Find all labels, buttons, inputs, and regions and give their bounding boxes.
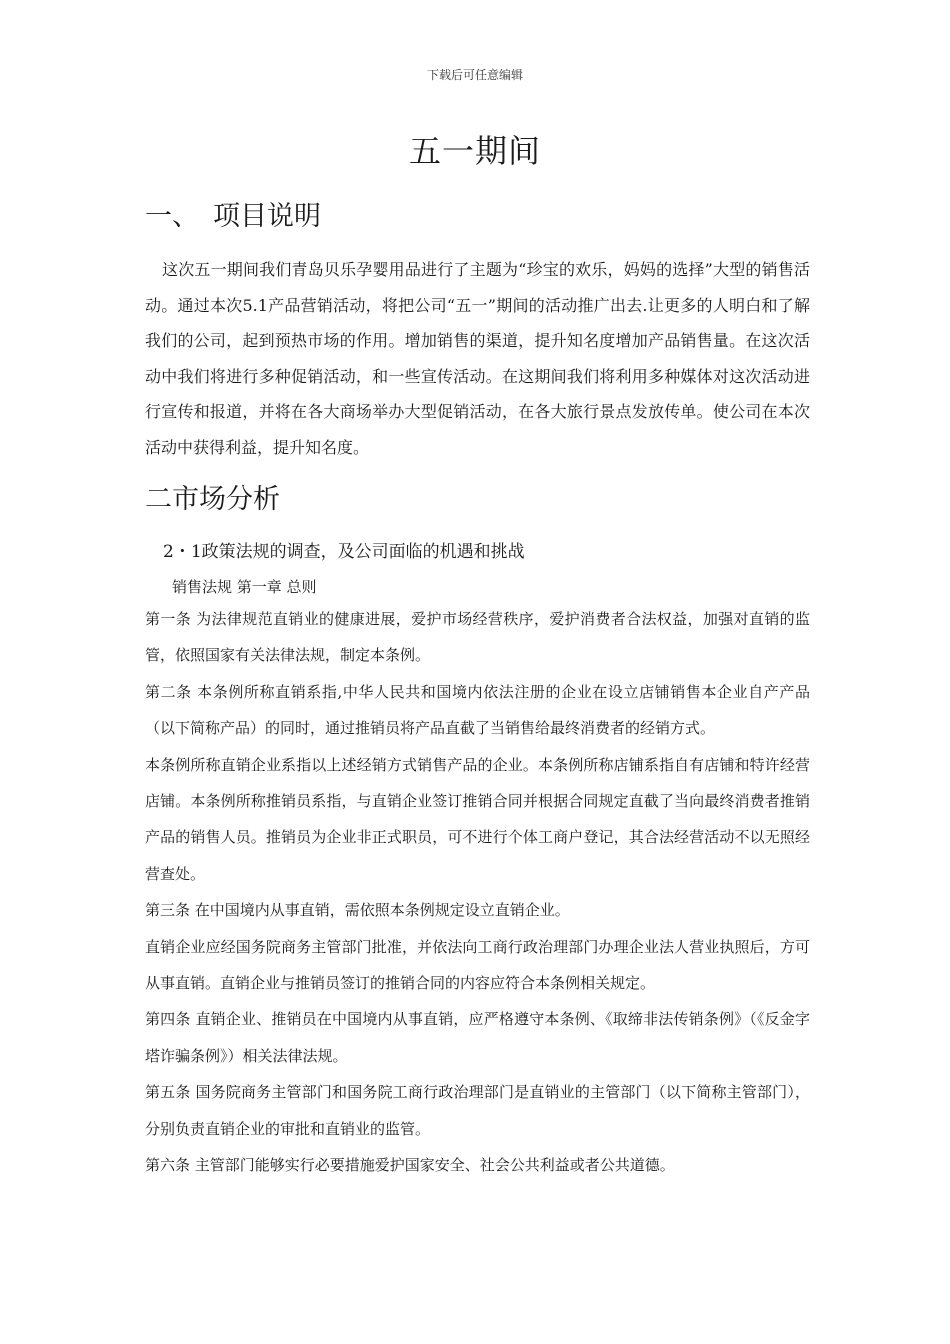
article-paragraph: 第四条 直销企业、推销员在中国境内从事直销，应严格遵守本条例、《取缔非法传销条例》（《反金字塔诈骗条例》）相关法律法规。 [145, 1010, 810, 1065]
section-number: 一、 [145, 201, 199, 232]
article-paragraph: 第一条 为法律规范直销业的健康进展，爱护市场经营秩序，爱护消费者合法权益，加强对直销的监管，依照国家有关法律法规，制定本条例。 [145, 610, 810, 665]
article-paragraph: 第二条 本条例所称直销系指,中华人民共和国境内依法注册的企业在设立店铺销售本企业自产产品（以下简称产品）的同时，通过推销员将产品直截了当销售给最终消费者的经销方式。 [145, 682, 810, 738]
article-paragraph: 本条例所称直销企业系指以上述经销方式销售产品的企业。本条例所称店铺系指自有店铺和特许经营店铺。本条例所称推销员系指，与直销企业签订推销合同并根据合同规定直截了当向最终消费者推销产品的销售人员。推销员为企业非正式职员，可不进行个体工商户登记，其合法经营活动不以无照经营查处。 [145, 755, 810, 883]
articles-list [145, 601, 810, 1184]
document-title: 五一期间 [408, 132, 541, 170]
article-paragraph: 直销企业应经国务院商务主管部门批准，并依法向工商行政治理部门办理企业法人营业执照后，方可从事直销。直销企业与推销员签订的推销合同的内容应符合本条例相关规定。 [145, 937, 810, 993]
subsection-heading: 2・1政策法规的调查，及公司面临的机遇和挑战 [163, 542, 525, 562]
chapter-heading: 销售法规 第一章 总则 [172, 578, 317, 596]
page-header-note: 下载后可任意编辑 [426, 68, 523, 82]
section-heading-2: 二市场分析 [145, 484, 280, 515]
article-paragraph: 第五条 国务院商务主管部门和国务院工商行政治理部门是直销业的主管部门（以下简称主管部门），分别负责直销企业的审批和直销业的监管。 [145, 1083, 810, 1138]
article-paragraph: 第六条 主管部门能够实行必要措施爱护国家安全、社会公共利益或者公共道德。 [145, 1156, 675, 1175]
article-paragraph: 第三条 在中国境内从事直销，需依照本条例规定设立直销企业。 [145, 901, 570, 920]
section1-paragraph: 这次五一期间我们青岛贝乐孕婴用品进行了主题为“珍宝的欢乐，妈妈的选择”大型的销售活动。通过本次5.1产品营销活动，将把公司“五一”期间的活动推广出去.让更多的人明白和了解我们的公司，起到预热市场的作用。增加销售的渠道，提升知名度增加产品销售量。在这次活动中我们将进行多种促销活动，和一些宣传活动。在这期间我们将利用多种媒体对这次活动进行宣传和报道，并将在各大商场举办大型促销活动，在各大旅行景点发放传单。使公司在本次活动中获得利益，提升知名度。 [145, 260, 810, 457]
section-heading-1 [145, 197, 321, 237]
section-heading-text: 项目说明 [213, 201, 321, 232]
